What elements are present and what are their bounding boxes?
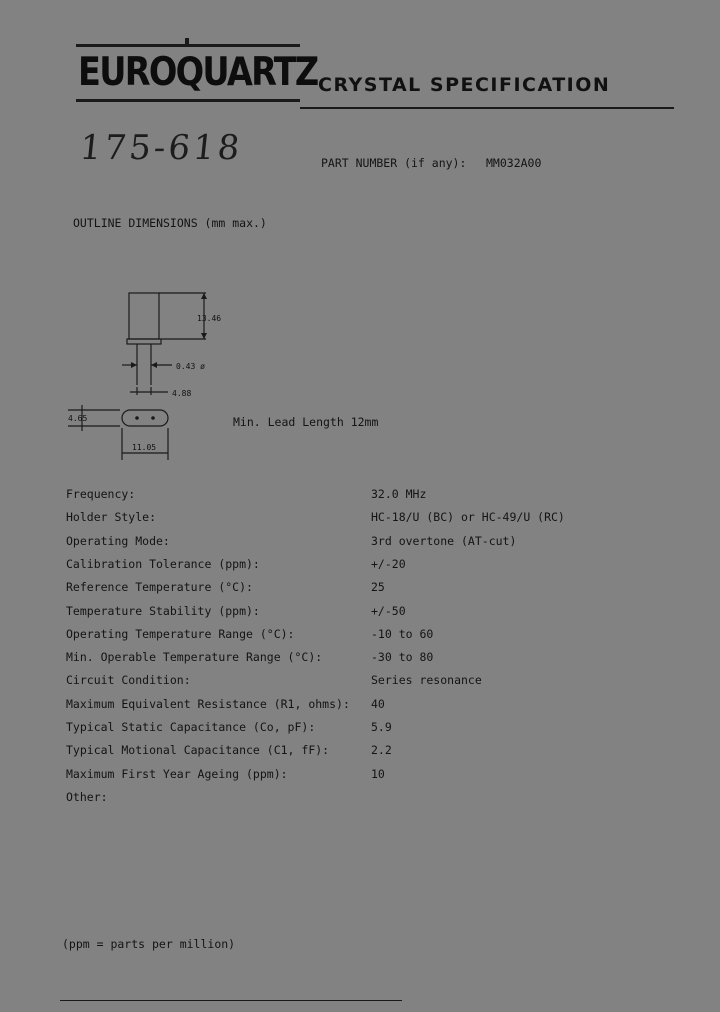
logo-underline	[76, 99, 300, 102]
spec-label: Calibration Tolerance (ppm):	[66, 557, 260, 571]
part-number-label: PART NUMBER (if any):	[321, 156, 467, 170]
spec-label: Typical Static Capacitance (Co, pF):	[66, 720, 316, 734]
spec-label: Holder Style:	[66, 510, 157, 524]
dim-lead-diameter-label: 0.43 ø	[176, 362, 205, 371]
ppm-footnote: (ppm = parts per million)	[62, 937, 236, 951]
document-title: CRYSTAL SPECIFICATION	[318, 74, 611, 96]
lead-length-note: Min. Lead Length 12mm	[233, 415, 379, 429]
title-underline	[300, 107, 674, 109]
spec-value: 5.9	[371, 720, 392, 734]
outline-heading: OUTLINE DIMENSIONS (mm max.)	[73, 216, 267, 230]
spec-label: Typical Motional Capacitance (C1, fF):	[66, 743, 330, 757]
handwritten-stock-number: 175-618	[77, 128, 245, 168]
spec-value: 40	[371, 697, 385, 711]
spec-label: Circuit Condition:	[66, 673, 191, 687]
spec-label: Reference Temperature (°C):	[66, 580, 253, 594]
part-number-value: MM032A00	[486, 156, 542, 170]
spec-value: 32.0 MHz	[371, 487, 427, 501]
crystal-base	[127, 339, 161, 344]
spec-label: Maximum First Year Ageing (ppm):	[66, 767, 288, 781]
spec-label: Frequency:	[66, 487, 136, 501]
crystal-outline-diagram	[60, 285, 230, 460]
spec-value: -10 to 60	[371, 627, 434, 641]
bottom-rule	[60, 1000, 402, 1001]
spec-value: 25	[371, 580, 385, 594]
spec-value: Series resonance	[371, 673, 482, 687]
company-logo: EUROQUARTZ	[78, 50, 318, 95]
dim-width-label: 11.05	[132, 443, 157, 452]
spec-value: -30 to 80	[371, 650, 434, 664]
spec-value: +/-20	[371, 557, 406, 571]
spec-value: +/-50	[371, 604, 406, 618]
dim-pitch-label: 4.88	[172, 389, 192, 398]
crystal-can	[129, 293, 159, 339]
spec-value: HC-18/U (BC) or HC-49/U (RC)	[371, 510, 565, 524]
spec-value: 10	[371, 767, 385, 781]
spec-label: Other:	[66, 790, 108, 804]
spec-label: Operating Temperature Range (°C):	[66, 627, 295, 641]
dim-depth-label: 4.65	[68, 414, 88, 423]
dim-height-label: 13.46	[197, 314, 222, 323]
spec-label: Operating Mode:	[66, 534, 170, 548]
crystal-bottom-view	[122, 410, 168, 426]
spec-value: 3rd overtone (AT-cut)	[371, 534, 517, 548]
spec-label: Min. Operable Temperature Range (°C):	[66, 650, 323, 664]
spec-label: Maximum Equivalent Resistance (R1, ohms):	[66, 697, 350, 711]
spec-label: Temperature Stability (ppm):	[66, 604, 260, 618]
top-rule-tick	[185, 38, 189, 46]
spec-value: 2.2	[371, 743, 392, 757]
